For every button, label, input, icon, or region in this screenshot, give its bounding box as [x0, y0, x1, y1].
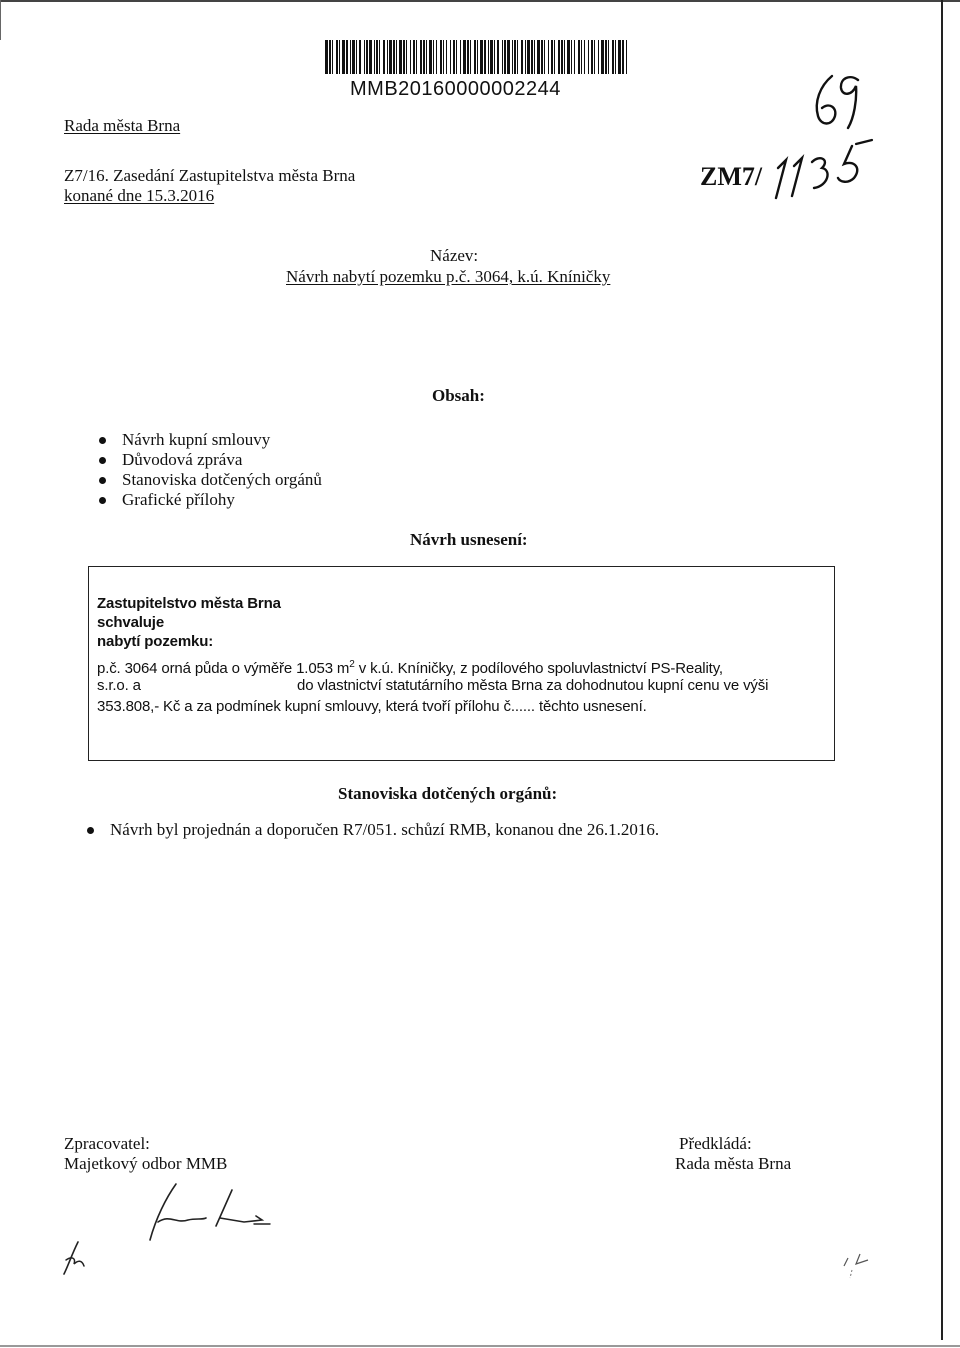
prepared-label: Zpracovatel:: [64, 1134, 150, 1153]
signature: [136, 1178, 286, 1248]
resolution-box: [88, 566, 835, 761]
contents-list: [94, 430, 322, 510]
opinions-list: [82, 820, 659, 840]
page-left-edge: [0, 0, 1, 40]
list-item: Stanoviska dotčených orgánů: [94, 470, 322, 490]
handwritten-page-number: [808, 70, 864, 132]
page-top-edge: [0, 0, 960, 2]
prepared-by: Majetkový odbor MMB: [64, 1154, 228, 1173]
session-date: konané dne 15.3.2016: [64, 186, 215, 205]
list-item: Grafické přílohy: [94, 490, 322, 510]
contents-heading: Obsah:: [432, 386, 485, 405]
resolution-heading: Návrh usnesení:: [410, 530, 528, 549]
initials: [58, 1238, 94, 1278]
page-right-edge: [941, 0, 943, 1340]
resolution-subject: nabytí pozemku:: [97, 633, 214, 650]
list-item: Návrh byl projednán a doporučen R7/051. schůzí RMB, konanou dne 26.1.2016.: [82, 820, 659, 840]
handwritten-document-number: [772, 138, 878, 208]
resolution-line-2-left: s.r.o. a: [97, 677, 141, 694]
submitted-by: Rada města Brna: [675, 1154, 792, 1173]
council-name: Rada města Brna: [64, 116, 181, 135]
barcode-number: MMB20160000002244: [350, 78, 561, 100]
barcode: [325, 40, 628, 74]
resolution-line-2-right: do vlastnictví statutárního města Brna za dohodnutou kupní cenu ve výši: [297, 677, 769, 694]
title-label: Název:: [430, 246, 479, 265]
submitted-label: Předkládá:: [679, 1134, 752, 1153]
resolution-line-1: p.č. 3064 orná půda o výměře 1.053 $m^2$ v k.ú. Kníničky, z podílového spoluvlastnictví PS-Reality,: [97, 659, 723, 677]
page-bottom-edge: [0, 1345, 960, 1347]
resolution-body-name: Zastupitelstvo města Brna: [97, 595, 281, 612]
resolution-verb: schvaluje: [97, 614, 165, 631]
session-title: Z7/16. Zasedání Zastupitelstva města Brna: [64, 166, 356, 185]
opinions-heading: Stanoviska dotčených orgánů:: [338, 784, 558, 803]
resolution-line-3: 353.808,- Kč a za podmínek kupní smlouvy, která tvoří přílohu č...... těchto usnesení.: [97, 698, 647, 715]
document-title: Návrh nabytí pozemku p.č. 3064, k.ú. Kníničky: [286, 267, 611, 286]
list-item: Důvodová zpráva: [94, 450, 322, 470]
list-item: Návrh kupní smlouvy: [94, 430, 322, 450]
stamp-mark: [838, 1252, 874, 1282]
document-code: ZM7/: [700, 162, 763, 191]
